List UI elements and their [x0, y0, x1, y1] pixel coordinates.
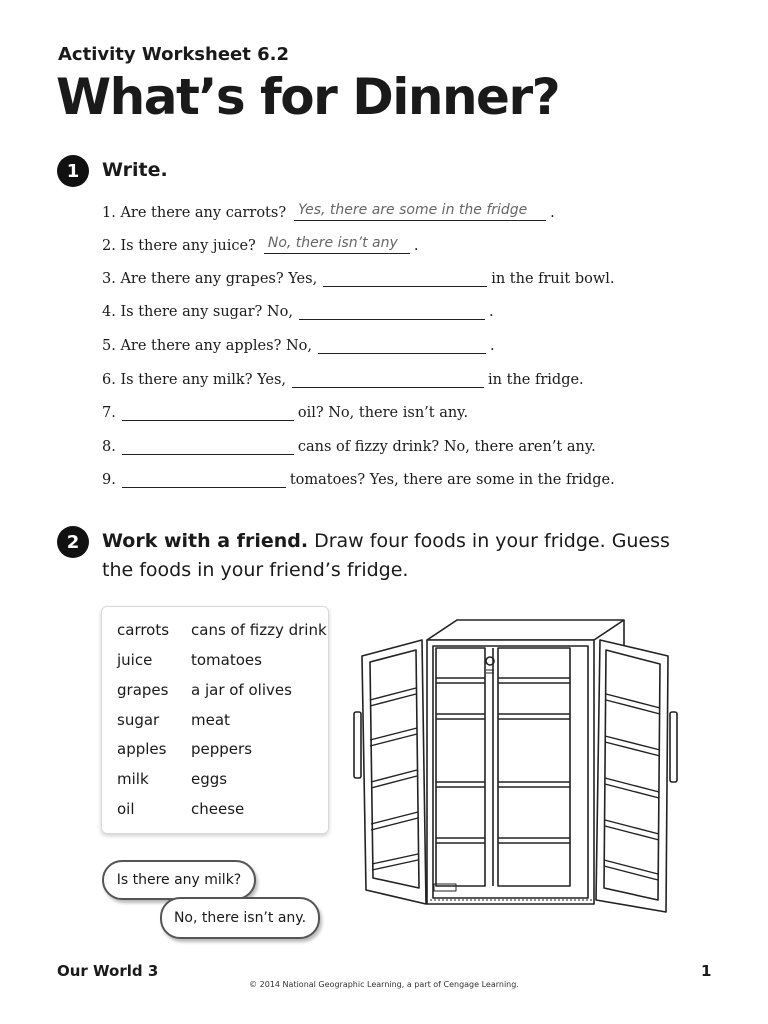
word-bank-item: carrots [117, 621, 170, 639]
question-7 [102, 402, 468, 421]
question-text: Are there any apples? No, [120, 338, 312, 354]
answer-blank-6[interactable] [292, 369, 484, 388]
answer-field-2[interactable]: No, there isn’t any [264, 234, 410, 254]
word-bank-item: apples [117, 740, 167, 758]
section-2-instructions [102, 527, 702, 585]
page-number: 1 [701, 962, 712, 980]
section-2-heading: Work with a friend. [102, 530, 309, 552]
question-4 [102, 301, 494, 320]
word-bank-item: sugar [117, 711, 160, 729]
question-text: Is there any juice? [120, 238, 256, 254]
word-bank-item: oil [117, 800, 135, 818]
answer-blank-8[interactable] [122, 436, 294, 455]
section-1-number: 1 [57, 155, 89, 187]
question-text: Is there any sugar? No, [120, 304, 293, 320]
copyright-notice: © 2014 National Geographic Learning, a part of Cengage Learning. [249, 980, 519, 989]
word-bank-item: milk [117, 770, 149, 788]
worksheet-subtitle: Activity Worksheet 6.2 [58, 44, 290, 65]
question-number: 7. [102, 405, 116, 421]
footer-book-title: Our World 3 [57, 962, 159, 980]
question-number: 3. [102, 271, 116, 287]
section-2-body: Draw four foods in your fridge. Guess the foods in your friend’s fridge. [102, 530, 670, 581]
question-suffix: . [413, 238, 419, 254]
answer-field-1[interactable]: Yes, there are some in the fridge [294, 201, 546, 221]
question-3 [102, 268, 615, 287]
question-suffix: oil? No, there isn’t any. [297, 405, 469, 421]
question-number: 9. [102, 472, 116, 488]
question-suffix: in the fridge. [488, 372, 584, 388]
question-text: Are there any carrots? [120, 205, 287, 221]
question-suffix: tomatoes? Yes, there are some in the fridge. [289, 472, 615, 488]
question-suffix: in the fruit bowl. [491, 271, 615, 287]
question-suffix: . [489, 338, 495, 354]
word-bank-item: peppers [191, 740, 253, 758]
word-bank-item: cheese [191, 800, 245, 818]
question-6 [102, 369, 584, 388]
word-bank-item: tomatoes [191, 651, 262, 669]
answer-blank-7[interactable] [122, 402, 294, 421]
question-suffix: . [550, 205, 555, 221]
answer-blank-4[interactable] [299, 301, 485, 320]
answer-blank-3[interactable] [323, 268, 487, 287]
speech-bubble-question: Is there any milk? [102, 860, 256, 900]
answer-blank-5[interactable] [318, 335, 486, 354]
question-number: 1. [102, 205, 116, 221]
question-number: 4. [102, 304, 116, 320]
answer-blank-9[interactable] [122, 469, 286, 488]
question-suffix: cans of fizzy drink? No, there aren’t any. [297, 439, 596, 455]
word-bank-item: grapes [117, 681, 169, 699]
question-9 [102, 469, 615, 488]
question-text: Is there any milk? Yes, [120, 372, 287, 388]
word-bank-item: a jar of olives [191, 681, 292, 699]
word-bank-item: eggs [191, 770, 228, 788]
question-number: 2. [102, 238, 116, 254]
question-number: 5. [102, 338, 116, 354]
question-1 [102, 201, 555, 221]
question-2 [102, 234, 418, 254]
section-1-heading: Write. [102, 159, 168, 181]
fridge-illustration [352, 616, 682, 916]
word-bank-item: meat [191, 711, 230, 729]
section-2-number: 2 [57, 526, 89, 558]
question-suffix: . [488, 304, 494, 320]
question-8 [102, 436, 596, 455]
word-bank-item: cans of fizzy drink [191, 621, 327, 639]
word-bank [101, 606, 329, 834]
question-number: 8. [102, 439, 116, 455]
question-5 [102, 335, 495, 354]
question-text: Are there any grapes? Yes, [120, 271, 318, 287]
word-bank-item: juice [117, 651, 153, 669]
speech-bubble-answer: No, there isn’t any. [160, 897, 320, 939]
page-title: What’s for Dinner? [56, 68, 560, 126]
question-number: 6. [102, 372, 116, 388]
